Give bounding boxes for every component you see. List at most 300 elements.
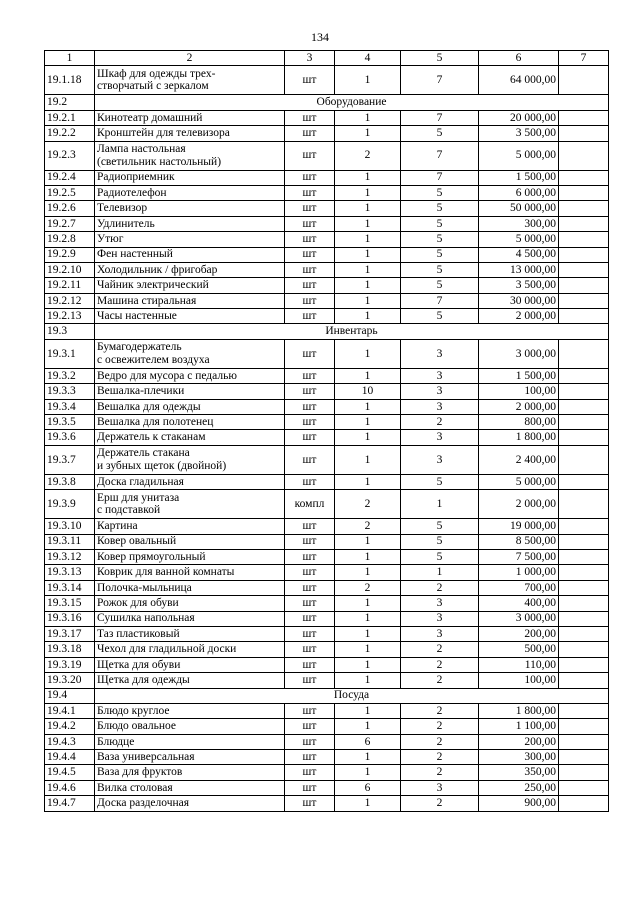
item-name — [95, 642, 285, 657]
cost-cell: 8 500,00 — [479, 534, 559, 549]
period-cell: 3 — [401, 626, 479, 641]
item-name-line: Лампа настольная — [97, 142, 186, 155]
table-row — [45, 339, 609, 368]
cost-cell: 50 000,00 — [479, 201, 559, 216]
note-cell — [559, 703, 609, 718]
cost-cell: 4 500,00 — [479, 247, 559, 262]
unit-cell: шт — [285, 719, 335, 734]
row-number: 19.3.6 — [45, 430, 95, 445]
row-number: 19.1.18 — [45, 66, 95, 95]
item-name — [95, 201, 285, 216]
table-row — [45, 201, 609, 216]
unit-cell: шт — [285, 415, 335, 430]
period-cell: 5 — [401, 309, 479, 324]
note-cell — [559, 339, 609, 368]
quantity-cell: 2 — [335, 519, 401, 534]
period-cell: 2 — [401, 415, 479, 430]
cost-cell: 250,00 — [479, 780, 559, 795]
note-cell — [559, 474, 609, 489]
note-cell — [559, 216, 609, 231]
period-cell: 5 — [401, 549, 479, 564]
item-name-line: Ведро для мусора с педалью — [97, 369, 237, 382]
item-name — [95, 765, 285, 780]
item-name-line: с освежителем воздуха — [97, 353, 210, 366]
table-row — [45, 309, 609, 324]
table-row — [45, 734, 609, 749]
cost-cell: 1 800,00 — [479, 430, 559, 445]
note-cell — [559, 626, 609, 641]
table-row — [45, 549, 609, 564]
unit-cell: шт — [285, 110, 335, 125]
table-row — [45, 262, 609, 277]
period-cell: 3 — [401, 445, 479, 474]
cost-cell: 3 500,00 — [479, 126, 559, 141]
item-name-line: Машина стиральная — [97, 294, 197, 307]
item-name-line: Полочка-мыльница — [97, 581, 192, 594]
period-cell: 2 — [401, 703, 479, 718]
section-row — [45, 688, 609, 703]
unit-cell: шт — [285, 293, 335, 308]
quantity-cell: 1 — [335, 673, 401, 688]
unit-cell: шт — [285, 399, 335, 414]
table-row — [45, 642, 609, 657]
row-number: 19.2.12 — [45, 293, 95, 308]
table-row — [45, 673, 609, 688]
quantity-cell: 1 — [335, 201, 401, 216]
period-cell: 7 — [401, 141, 479, 170]
row-number: 19.3.19 — [45, 657, 95, 672]
item-name-line: Ковер прямоугольный — [97, 550, 206, 563]
period-cell: 7 — [401, 170, 479, 185]
quantity-cell: 1 — [335, 126, 401, 141]
note-cell — [559, 580, 609, 595]
unit-cell: шт — [285, 611, 335, 626]
unit-cell: шт — [285, 384, 335, 399]
note-cell — [559, 384, 609, 399]
period-cell: 2 — [401, 719, 479, 734]
unit-cell: шт — [285, 549, 335, 564]
table-row — [45, 580, 609, 595]
item-name-line: Блюдо овальное — [97, 720, 177, 733]
unit-cell: шт — [285, 430, 335, 445]
unit-cell: шт — [285, 262, 335, 277]
item-name-line: Щетка для одежды — [97, 674, 190, 686]
table-row — [45, 657, 609, 672]
row-number: 19.2.11 — [45, 278, 95, 293]
cost-cell: 2 000,00 — [479, 490, 559, 519]
cost-cell: 350,00 — [479, 765, 559, 780]
section-title: Посуда — [95, 688, 609, 703]
item-name-line: Кронштейн для телевизора — [97, 127, 230, 140]
quantity-cell: 1 — [335, 170, 401, 185]
item-name — [95, 750, 285, 765]
item-name-line: Доска гладильная — [97, 475, 184, 488]
table-row — [45, 399, 609, 414]
item-name — [95, 703, 285, 718]
cost-cell: 13 000,00 — [479, 262, 559, 277]
item-name — [95, 657, 285, 672]
inventory-table — [44, 50, 609, 812]
unit-cell: шт — [285, 170, 335, 185]
period-cell: 2 — [401, 750, 479, 765]
note-cell — [559, 309, 609, 324]
unit-cell: шт — [285, 596, 335, 611]
cost-cell: 2 000,00 — [479, 399, 559, 414]
table-row — [45, 626, 609, 641]
note-cell — [559, 399, 609, 414]
period-cell: 7 — [401, 66, 479, 95]
table-row — [45, 368, 609, 383]
item-name-line: (светильник настольный) — [97, 155, 222, 168]
note-cell — [559, 765, 609, 780]
row-number: 19.3.10 — [45, 519, 95, 534]
note-cell — [559, 657, 609, 672]
row-number: 19.2.5 — [45, 185, 95, 200]
row-number: 19.4.5 — [45, 765, 95, 780]
table-row — [45, 247, 609, 262]
note-cell — [559, 126, 609, 141]
quantity-cell: 1 — [335, 534, 401, 549]
unit-cell: шт — [285, 141, 335, 170]
row-number: 19.4.3 — [45, 734, 95, 749]
note-cell — [559, 611, 609, 626]
row-number: 19.2.2 — [45, 126, 95, 141]
quantity-cell: 1 — [335, 765, 401, 780]
cost-cell: 100,00 — [479, 673, 559, 688]
unit-cell: шт — [285, 339, 335, 368]
cost-cell: 1 000,00 — [479, 565, 559, 580]
cost-cell: 6 000,00 — [479, 185, 559, 200]
note-cell — [559, 596, 609, 611]
item-name — [95, 580, 285, 595]
row-number: 19.3.1 — [45, 339, 95, 368]
row-number: 19.3 — [45, 324, 95, 339]
cost-cell: 900,00 — [479, 796, 559, 811]
quantity-cell: 1 — [335, 430, 401, 445]
table-row — [45, 703, 609, 718]
quantity-cell: 1 — [335, 565, 401, 580]
header-cell: 5 — [401, 51, 479, 66]
item-name — [95, 185, 285, 200]
item-name — [95, 141, 285, 170]
item-name-line: Ваза для фруктов — [97, 766, 183, 779]
item-name-line: Шкаф для одежды трех- — [97, 67, 216, 80]
cost-cell: 5 000,00 — [479, 474, 559, 489]
table-row — [45, 278, 609, 293]
unit-cell: шт — [285, 126, 335, 141]
note-cell — [559, 734, 609, 749]
cost-cell: 1 100,00 — [479, 719, 559, 734]
note-cell — [559, 719, 609, 734]
quantity-cell: 1 — [335, 293, 401, 308]
table-row — [45, 141, 609, 170]
note-cell — [559, 673, 609, 688]
item-name — [95, 384, 285, 399]
item-name — [95, 780, 285, 795]
row-number: 19.3.5 — [45, 415, 95, 430]
section-row — [45, 95, 609, 110]
quantity-cell: 1 — [335, 185, 401, 200]
quantity-cell: 1 — [335, 474, 401, 489]
unit-cell: шт — [285, 368, 335, 383]
cost-cell: 5 000,00 — [479, 232, 559, 247]
row-number: 19.3.14 — [45, 580, 95, 595]
cost-cell: 1 800,00 — [479, 703, 559, 718]
note-cell — [559, 368, 609, 383]
table-row — [45, 185, 609, 200]
row-number: 19.4.1 — [45, 703, 95, 718]
period-cell: 3 — [401, 780, 479, 795]
cost-cell: 2 400,00 — [479, 445, 559, 474]
period-cell: 2 — [401, 673, 479, 688]
quantity-cell: 2 — [335, 141, 401, 170]
unit-cell: шт — [285, 703, 335, 718]
cost-cell: 300,00 — [479, 750, 559, 765]
cost-cell: 1 500,00 — [479, 368, 559, 383]
row-number: 19.4.4 — [45, 750, 95, 765]
header-cell: 4 — [335, 51, 401, 66]
item-name-line: Часы настенные — [97, 309, 177, 322]
period-cell: 3 — [401, 430, 479, 445]
period-cell: 5 — [401, 519, 479, 534]
header-cell: 1 — [45, 51, 95, 66]
row-number: 19.2.4 — [45, 170, 95, 185]
cost-cell: 500,00 — [479, 642, 559, 657]
item-name — [95, 216, 285, 231]
table-row — [45, 750, 609, 765]
table-row — [45, 474, 609, 489]
quantity-cell: 1 — [335, 642, 401, 657]
unit-cell: шт — [285, 657, 335, 672]
unit-cell: шт — [285, 765, 335, 780]
table-row — [45, 796, 609, 811]
cost-cell: 300,00 — [479, 216, 559, 231]
quantity-cell: 1 — [335, 719, 401, 734]
item-name-line: Блюдце — [97, 735, 135, 748]
cost-cell: 100,00 — [479, 384, 559, 399]
item-name-line: Холодильник / фригобар — [97, 263, 218, 276]
item-name-line: Вилка столовая — [97, 781, 173, 794]
unit-cell: шт — [285, 780, 335, 795]
item-name — [95, 309, 285, 324]
cost-cell: 19 000,00 — [479, 519, 559, 534]
quantity-cell: 1 — [335, 750, 401, 765]
note-cell — [559, 262, 609, 277]
item-name-line: Бумагодержатель — [97, 341, 182, 354]
cost-cell: 5 000,00 — [479, 141, 559, 170]
note-cell — [559, 185, 609, 200]
table-row — [45, 216, 609, 231]
item-name-line: Щетка для обуви — [97, 658, 181, 671]
item-name-line: Держатель к стаканам — [97, 431, 206, 444]
item-name-line: Чехол для гладильной доски — [97, 643, 237, 656]
item-name — [95, 247, 285, 262]
item-name-line: Вешалка для одежды — [97, 400, 201, 413]
quantity-cell: 1 — [335, 247, 401, 262]
period-cell: 5 — [401, 185, 479, 200]
period-cell: 3 — [401, 368, 479, 383]
cost-cell: 3 000,00 — [479, 339, 559, 368]
table-row — [45, 232, 609, 247]
table-row — [45, 66, 609, 95]
unit-cell: шт — [285, 519, 335, 534]
row-number: 19.4 — [45, 688, 95, 703]
note-cell — [559, 780, 609, 795]
item-name — [95, 66, 285, 95]
row-number: 19.4.7 — [45, 796, 95, 811]
item-name-line: Сушилка напольная — [97, 612, 195, 625]
note-cell — [559, 445, 609, 474]
section-title: Инвентарь — [95, 324, 609, 339]
header-cell: 7 — [559, 51, 609, 66]
header-cell: 2 — [95, 51, 285, 66]
row-number: 19.2.10 — [45, 262, 95, 277]
cost-cell: 64 000,00 — [479, 66, 559, 95]
item-name — [95, 519, 285, 534]
unit-cell: шт — [285, 750, 335, 765]
cost-cell: 110,00 — [479, 657, 559, 672]
row-number: 19.3.17 — [45, 626, 95, 641]
item-name-line: Картина — [97, 520, 138, 533]
row-number: 19.2.13 — [45, 309, 95, 324]
item-name — [95, 490, 285, 519]
quantity-cell: 1 — [335, 278, 401, 293]
quantity-cell: 1 — [335, 611, 401, 626]
quantity-cell: 1 — [335, 703, 401, 718]
note-cell — [559, 750, 609, 765]
quantity-cell: 1 — [335, 110, 401, 125]
table-row — [45, 430, 609, 445]
period-cell: 5 — [401, 474, 479, 489]
cost-cell: 20 000,00 — [479, 110, 559, 125]
item-name — [95, 339, 285, 368]
period-cell: 3 — [401, 339, 479, 368]
item-name-line: и зубных щеток (двойной) — [97, 459, 227, 472]
page-number: 134 — [311, 30, 329, 44]
item-name — [95, 278, 285, 293]
item-name-line: Вешалка для полотенец — [97, 415, 214, 428]
table-row — [45, 611, 609, 626]
quantity-cell: 6 — [335, 780, 401, 795]
note-cell — [559, 232, 609, 247]
item-name — [95, 232, 285, 247]
table-row — [45, 490, 609, 519]
unit-cell: шт — [285, 642, 335, 657]
table-row — [45, 293, 609, 308]
item-name-line: Кинотеатр домашний — [97, 111, 203, 124]
quantity-cell: 1 — [335, 415, 401, 430]
table-body — [45, 51, 609, 812]
item-name — [95, 474, 285, 489]
unit-cell: шт — [285, 673, 335, 688]
item-name-line: Радиоприемник — [97, 171, 175, 184]
item-name-line: Ваза универсальная — [97, 750, 195, 763]
row-number: 19.3.8 — [45, 474, 95, 489]
header-cell: 3 — [285, 51, 335, 66]
period-cell: 5 — [401, 262, 479, 277]
item-name — [95, 719, 285, 734]
period-cell: 2 — [401, 657, 479, 672]
unit-cell: шт — [285, 445, 335, 474]
item-name — [95, 626, 285, 641]
item-name-line: Таз пластиковый — [97, 627, 180, 640]
note-cell — [559, 278, 609, 293]
item-name-line: Вешалка-плечики — [97, 385, 185, 398]
period-cell: 2 — [401, 642, 479, 657]
note-cell — [559, 642, 609, 657]
row-number: 19.2.6 — [45, 201, 95, 216]
row-number: 19.2.1 — [45, 110, 95, 125]
period-cell: 7 — [401, 110, 479, 125]
quantity-cell: 1 — [335, 399, 401, 414]
unit-cell: компл — [285, 490, 335, 519]
period-cell: 3 — [401, 384, 479, 399]
note-cell — [559, 549, 609, 564]
item-name-line: Телевизор — [97, 202, 148, 215]
item-name — [95, 673, 285, 688]
unit-cell: шт — [285, 201, 335, 216]
period-cell: 1 — [401, 490, 479, 519]
table-row — [45, 765, 609, 780]
item-name — [95, 368, 285, 383]
row-number: 19.2.7 — [45, 216, 95, 231]
period-cell: 5 — [401, 216, 479, 231]
note-cell — [559, 415, 609, 430]
item-name-line: с подставкой — [97, 504, 161, 517]
unit-cell: шт — [285, 66, 335, 95]
period-cell: 3 — [401, 611, 479, 626]
note-cell — [559, 201, 609, 216]
item-name-line: Утюг — [97, 233, 124, 246]
row-number: 19.3.7 — [45, 445, 95, 474]
item-name — [95, 611, 285, 626]
unit-cell: шт — [285, 474, 335, 489]
cost-cell: 30 000,00 — [479, 293, 559, 308]
quantity-cell: 1 — [335, 216, 401, 231]
item-name-line: Ковер овальный — [97, 535, 177, 548]
item-name-line: Фен настенный — [97, 248, 173, 261]
unit-cell: шт — [285, 278, 335, 293]
section-title: Оборудование — [95, 95, 609, 110]
quantity-cell: 1 — [335, 596, 401, 611]
note-cell — [559, 519, 609, 534]
unit-cell: шт — [285, 534, 335, 549]
quantity-cell: 1 — [335, 66, 401, 95]
row-number: 19.2 — [45, 95, 95, 110]
table-row — [45, 415, 609, 430]
quantity-cell: 2 — [335, 490, 401, 519]
item-name — [95, 126, 285, 141]
row-number: 19.3.16 — [45, 611, 95, 626]
row-number: 19.3.11 — [45, 534, 95, 549]
note-cell — [559, 170, 609, 185]
quantity-cell: 1 — [335, 626, 401, 641]
note-cell — [559, 796, 609, 811]
item-name — [95, 596, 285, 611]
cost-cell: 700,00 — [479, 580, 559, 595]
period-cell: 5 — [401, 278, 479, 293]
item-name-line: Рожок для обуви — [97, 597, 179, 610]
item-name-line: Чайник электрический — [97, 279, 209, 292]
quantity-cell: 6 — [335, 734, 401, 749]
note-cell — [559, 293, 609, 308]
row-number: 19.3.3 — [45, 384, 95, 399]
row-number: 19.3.12 — [45, 549, 95, 564]
table-row — [45, 596, 609, 611]
unit-cell: шт — [285, 734, 335, 749]
period-cell: 5 — [401, 232, 479, 247]
table-row — [45, 445, 609, 474]
